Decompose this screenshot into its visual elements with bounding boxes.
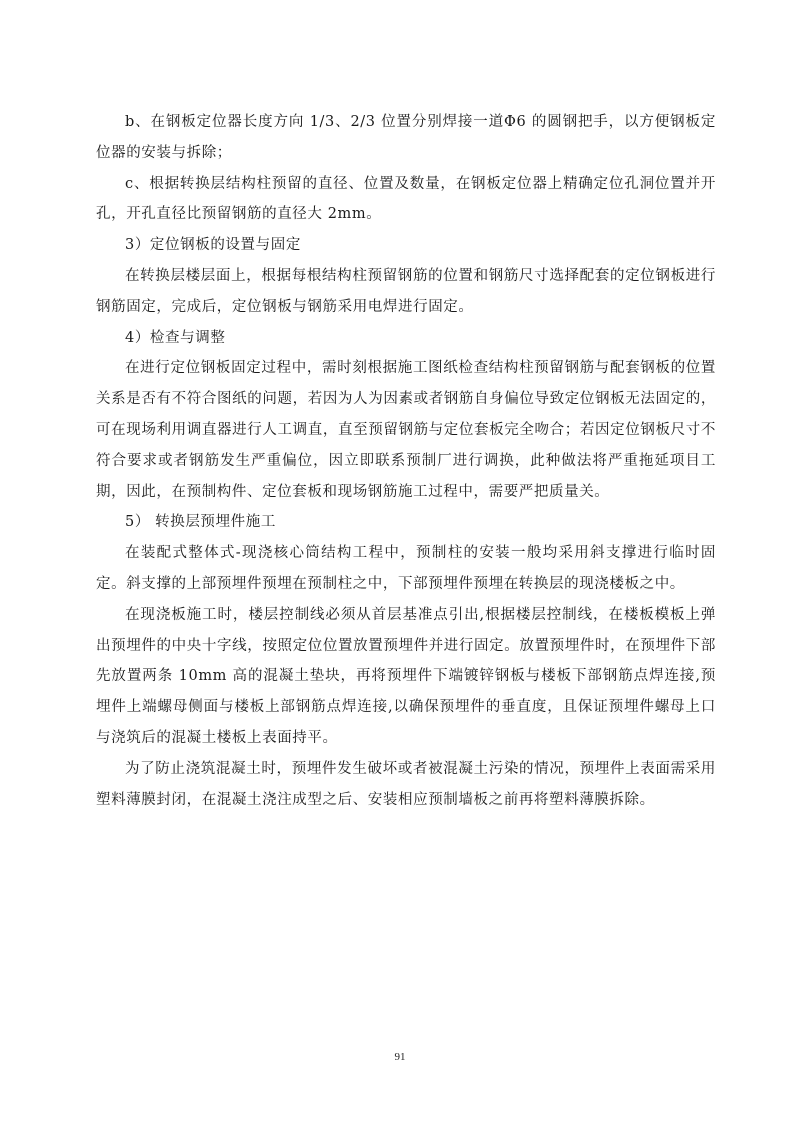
- paragraph-protection: 为了防止浇筑混凝土时，预埋件发生破坏或者被混凝土污染的情况，预埋件上表面需采用塑料薄膜封闭，在混凝土浇注成型之后、安装相应预制墙板之前再将塑料薄膜拆除。: [96, 760, 716, 808]
- paragraph-b-handle: b、在钢板定位器长度方向 1/3、2/3 位置分别焊接一道Φ6 的圆钢把手，以方便钢板定位器的安装与拆除；: [96, 114, 716, 161]
- paragraph-slab-construction: 在现浇板施工时，楼层控制线必须从首层基准点引出,根据楼层控制线，在楼板模板上弹出预埋件的中央十字线，按照定位位置放置预埋件并进行固定。放置预埋件时，在预埋件下部先放置两条 10mm 高的混凝土垫块，再将预埋件下端镀锌钢板与楼板下部钢筋点焊连接,预埋件上端螺母侧面与楼板上部钢筋点焊连接,以确保预埋件的垂直度，且保证预埋件螺母上口与浇筑后的混凝土楼板上表面持平。: [96, 606, 716, 746]
- paragraph-inspection: 在进行定位钢板固定过程中，需时刻根据施工图纸检查结构柱预留钢筋与配套钢板的位置关系是否有不符合图纸的问题，若因为人为因素或者钢筋自身偏位导致定位钢板无法固定的，可在现场利用调直器进行人工调直，直至预留钢筋与定位套板完全吻合；若因定位钢板尺寸不符合要求或者钢筋发生严重偏位，因立即联系预制厂进行调换，此种做法将严重拖延项目工期，因此，在预制构件、定位套板和现场钢筋施工过程中，需要严把质量关。: [96, 360, 716, 500]
- paragraph-embedded-parts-intro: 在装配式整体式-现浇核心筒结构工程中，预制柱的安装一般均采用斜支撑进行临时固定。斜支撑的上部预埋件预埋在预制柱之中，下部预埋件预埋在转换层的现浇楼板之中。: [96, 545, 716, 592]
- section-heading-4: 4）检查与调整: [125, 329, 226, 346]
- document-body: [96, 107, 716, 815]
- paragraph-plate-setup: 在转换层楼层面上，根据每根结构柱预留钢筋的位置和钢筋尺寸选择配套的定位钢板进行钢筋固定，完成后，定位钢板与钢筋采用电焊进行固定。: [96, 267, 716, 315]
- section-heading-5: 5） 转换层预埋件施工: [125, 514, 276, 531]
- page-number: 91: [394, 1051, 406, 1063]
- section-heading-3: 3）定位钢板的设置与固定: [125, 237, 301, 254]
- paragraph-c-hole-positioning: c、根据转换层结构柱预留的直径、位置及数量，在钢板定位器上精确定位孔洞位置并开孔，开孔直径比预留钢筋的直径大 2mm。: [96, 175, 716, 223]
